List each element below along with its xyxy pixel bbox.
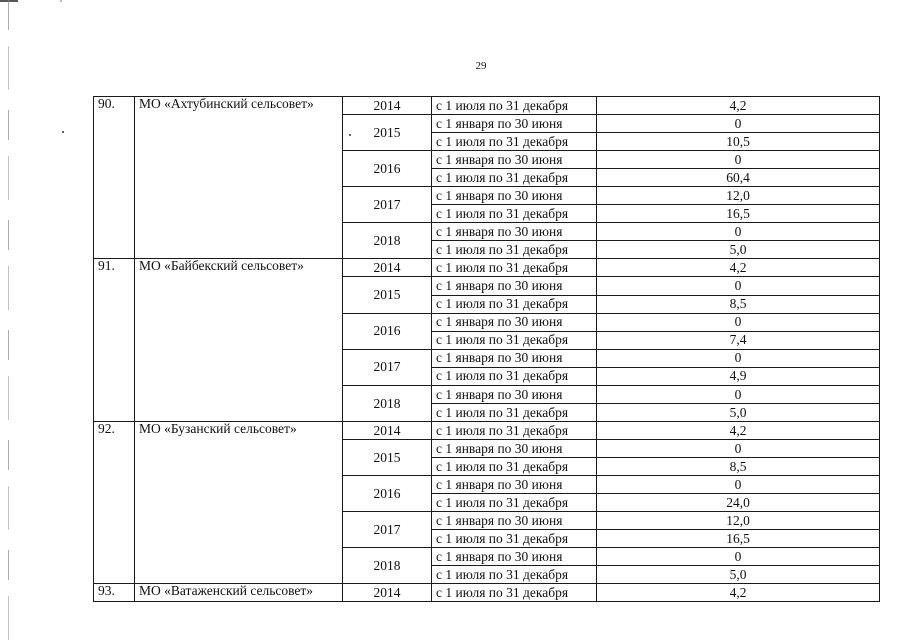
period-cell: с 1 июля по 31 декабря [432, 133, 597, 151]
year-cell: 2015 [343, 277, 432, 313]
period-cell: с 1 июля по 31 декабря [432, 403, 597, 421]
year-cell: 2016 [343, 151, 432, 187]
data-table [93, 96, 880, 602]
value-cell: 60,4 [597, 169, 880, 187]
municipality-name-cell: МО «Байбекский сельсовет» [135, 259, 343, 421]
value-cell: 8,5 [597, 295, 880, 313]
value-cell: 0 [597, 385, 880, 403]
period-cell: с 1 января по 30 июня [432, 187, 597, 205]
year-cell: 2018 [343, 223, 432, 259]
value-cell: 0 [597, 115, 880, 133]
value-cell: 16,5 [597, 205, 880, 223]
period-cell: с 1 июля по 31 декабря [432, 169, 597, 187]
value-cell: 4,2 [597, 421, 880, 439]
municipality-name-cell: МО «Бузанский сельсовет» [135, 421, 343, 583]
period-cell: с 1 июля по 31 декабря [432, 457, 597, 475]
value-cell: 24,0 [597, 494, 880, 512]
value-cell: 5,0 [597, 566, 880, 584]
year-cell: 2017 [343, 187, 432, 223]
table-body [94, 97, 880, 602]
entry-number-cell: 90. [94, 97, 135, 259]
value-cell: 12,0 [597, 187, 880, 205]
table-row [94, 421, 880, 439]
page-number: 29 [475, 60, 487, 72]
period-cell: с 1 июля по 31 декабря [432, 97, 597, 115]
year-cell: 2014 [343, 259, 432, 277]
period-cell: с 1 января по 30 июня [432, 223, 597, 241]
period-cell: с 1 января по 30 июня [432, 385, 597, 403]
period-cell: с 1 января по 30 июня [432, 512, 597, 530]
entry-number-cell: 93. [94, 584, 135, 602]
year-cell: 2014 [343, 97, 432, 115]
value-cell: 5,0 [597, 241, 880, 259]
entry-number-cell: 92. [94, 421, 135, 583]
year-cell: 2016 [343, 313, 432, 349]
period-cell: с 1 июля по 31 декабря [432, 367, 597, 385]
scan-speck [62, 131, 64, 133]
municipality-name-cell: МО «Ватаженский сельсовет» [135, 584, 343, 602]
value-cell: 0 [597, 223, 880, 241]
period-cell: с 1 июля по 31 декабря [432, 584, 597, 602]
value-cell: 4,2 [597, 259, 880, 277]
period-cell: с 1 января по 30 июня [432, 349, 597, 367]
period-cell: с 1 января по 30 июня [432, 115, 597, 133]
year-cell: 2015 [343, 115, 432, 151]
value-cell: 0 [597, 439, 880, 457]
value-cell: 4,9 [597, 367, 880, 385]
year-cell: 2018 [343, 548, 432, 584]
value-cell: 4,2 [597, 584, 880, 602]
period-cell: с 1 июля по 31 декабря [432, 205, 597, 223]
value-cell: 8,5 [597, 457, 880, 475]
table-row [94, 97, 880, 115]
entry-number-cell: 91. [94, 259, 135, 421]
value-cell: 0 [597, 277, 880, 295]
period-cell: с 1 июля по 31 декабря [432, 295, 597, 313]
period-cell: с 1 января по 30 июня [432, 439, 597, 457]
period-cell: с 1 января по 30 июня [432, 313, 597, 331]
value-cell: 10,5 [597, 133, 880, 151]
value-cell: 7,4 [597, 331, 880, 349]
period-cell: с 1 января по 30 июня [432, 277, 597, 295]
year-cell: 2017 [343, 512, 432, 548]
period-cell: с 1 июля по 31 декабря [432, 241, 597, 259]
period-cell: с 1 января по 30 июня [432, 548, 597, 566]
value-cell: 0 [597, 313, 880, 331]
value-cell: 4,2 [597, 97, 880, 115]
value-cell: 0 [597, 349, 880, 367]
period-cell: с 1 января по 30 июня [432, 151, 597, 169]
municipality-name-cell: МО «Ахтубинский сельсовет» [135, 97, 343, 259]
period-cell: с 1 июля по 31 декабря [432, 530, 597, 548]
period-cell: с 1 июля по 31 декабря [432, 331, 597, 349]
scan-edge-top [0, 0, 905, 2]
scan-edge-left [8, 0, 9, 640]
period-cell: с 1 июля по 31 декабря [432, 259, 597, 277]
value-cell: 0 [597, 151, 880, 169]
value-cell: 16,5 [597, 530, 880, 548]
year-cell: 2016 [343, 475, 432, 511]
year-cell: 2014 [343, 421, 432, 439]
value-cell: 12,0 [597, 512, 880, 530]
period-cell: с 1 июля по 31 декабря [432, 566, 597, 584]
table-row [94, 584, 880, 602]
period-cell: с 1 июля по 31 декабря [432, 494, 597, 512]
year-cell: 2015 [343, 439, 432, 475]
value-cell: 5,0 [597, 403, 880, 421]
year-cell: 2018 [343, 385, 432, 421]
period-cell: с 1 января по 30 июня [432, 475, 597, 493]
value-cell: 0 [597, 475, 880, 493]
table-row [94, 259, 880, 277]
value-cell: 0 [597, 548, 880, 566]
period-cell: с 1 июля по 31 декабря [432, 421, 597, 439]
year-cell: 2014 [343, 584, 432, 602]
year-cell: 2017 [343, 349, 432, 385]
